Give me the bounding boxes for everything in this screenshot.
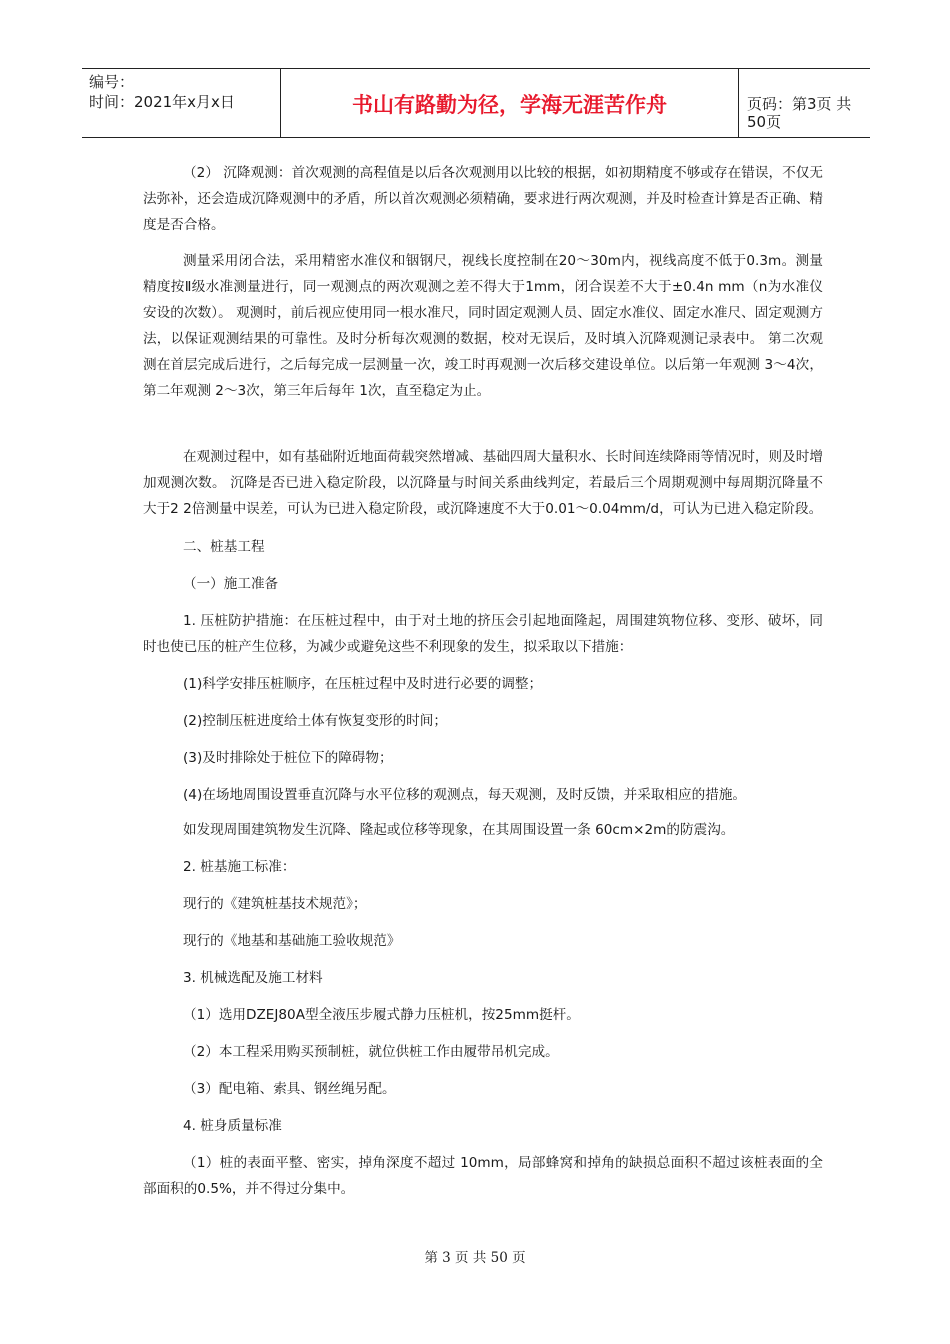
header-motto-cell [281, 69, 739, 137]
paragraph-observation-process: 在观测过程中，如有基础附近地面荷载突然增减、基础四周大量积水、长时间连续降雨等情况时，则及时增加观测次数。 沉降是否已进入稳定阶段，以沉降量与时间关系曲线判定，若最后三个周期观测中每周期沉降量不大于2 2倍测量中误差，可认为已进入稳定阶段，或沉降速度不大于0.01～0.04mm/d，可认为已进入稳定阶段。 [143, 449, 823, 517]
document-code-label: 编号： [89, 73, 135, 91]
heading-pile-quality: 4. 桩身质量标准 [183, 1118, 282, 1134]
paragraph-quality-standard-1: （1）桩的表面平整、密实，掉角深度不超过 10mm，局部蜂窝和掉角的缺损总面积不超过该桩表面的全部面积的0.5%，并不得过分集中。 [143, 1155, 823, 1197]
section-heading-pile-foundation: 二、桩基工程 [183, 539, 265, 555]
header-motto: 书山有路勤为径，学海无涯苦作舟 [352, 93, 667, 117]
header-page-code: 页码：第3页 共50页 [747, 95, 852, 131]
heading-machinery-materials: 3. 机械选配及施工材料 [183, 970, 323, 986]
heading-construction-standards: 2. 桩基施工标准： [183, 859, 296, 875]
list-item-measure-3: (3)及时排除处于桩位下的障碍物； [183, 750, 393, 766]
header-info-cell [82, 69, 281, 137]
subsection-heading-preparation: （一）施工准备 [183, 576, 279, 592]
page-footer: 第 3 页 共 50 页 [424, 1250, 526, 1266]
paragraph-measurement-method: 测量采用闭合法，采用精密水准仪和铟钢尺，视线长度控制在20～30m内，视线高度不低于0.3m。测量精度按Ⅱ级水准测量进行，同一观测点的两次观测之差不得大于1mm，闭合误差不大于±0.4n mm（n为水准仪安设的次数）。 观测时，前后视应使用同一根水准尺，同时固定观测人员、固定水准仪、固定水准尺、固定观测方法，以保证观测结果的可靠性。及时分析每次观测的数据，校对无误后，及时填入沉降观测记录表中。 第二次观测在首层完成后进行，之后每完成一层测量一次，竣工时再观测一次后移交建设单位。以后第一年观测 3～4次，第二年观测 2～3次，第三年后每年 1次，直至稳定为止。 [143, 253, 823, 399]
list-item-measure-2: (2)控制压桩进度给土体有恢复变形的时间； [183, 713, 447, 729]
list-item-measure-1: (1)科学安排压桩顺序，在压桩过程中及时进行必要的调整； [183, 676, 543, 692]
list-item-measure-5: 如发现周围建筑物发生沉降、隆起或位移等现象，在其周围设置一条 60cm×2m的防震沟。 [183, 822, 735, 838]
list-item-equipment-2: （2）本工程采用购买预制桩，就位供桩工作由履带吊机完成。 [183, 1044, 559, 1060]
page-header [82, 68, 870, 138]
list-item-equipment-1: （1）选用DZEJ80A型全液压步履式静力压桩机，按25mm挺杆。 [183, 1007, 580, 1023]
header-page-cell [739, 69, 870, 137]
document-body [143, 160, 823, 1202]
list-item-standard-1: 现行的《建筑桩基技术规范》； [183, 896, 367, 912]
paragraph-settlement-observation: （2） 沉降观测：首次观测的高程值是以后各次观测用以比较的根据，如初期精度不够或存在错误，不仅无法弥补，还会造成沉降观测中的矛盾，所以首次观测必须精确，要求进行两次观测，并及时检查计算是否正确、精度是否合格。 [143, 165, 823, 233]
paragraph-pile-protection: 1. 压桩防护措施：在压桩过程中，由于对土地的挤压会引起地面隆起，周围建筑物位移、变形、破坏，同时也使已压的桩产生位移，为减少或避免这些不利现象的发生，拟采取以下措施： [143, 613, 823, 655]
list-item-standard-2: 现行的《地基和基础施工验收规范》 [183, 933, 401, 949]
list-item-equipment-3: （3）配电箱、索具、钢丝绳另配。 [183, 1081, 396, 1097]
list-item-measure-4: (4)在场地周围设置垂直沉降与水平位移的观测点，每天观测，及时反馈，并采取相应的措施。 [183, 787, 747, 803]
document-date: 时间：2021年x月x日 [89, 93, 235, 111]
